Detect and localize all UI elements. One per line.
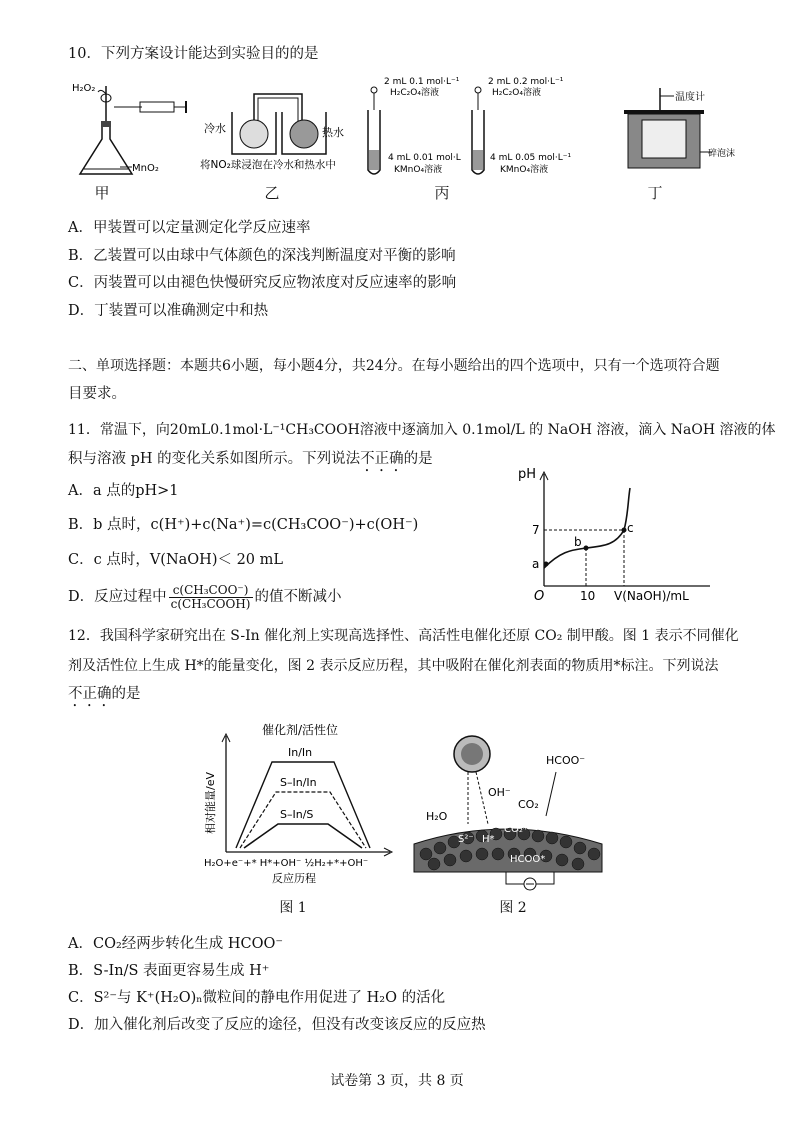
label-h2o2: H₂O₂ [72, 83, 96, 94]
q11-option-d-suffix: 的值不断减小 [254, 589, 342, 605]
x-axis-label: V(NaOH)/mL [614, 589, 689, 603]
section2-heading-line2: 目要求。 [68, 386, 126, 402]
q10-option-b[interactable]: B．乙装置可以由球中气体颜色的深浅判断温度对平衡的影响 [68, 248, 456, 264]
q12-option-b[interactable]: B．S-In/S 表面更容易生成 H⁺ [68, 963, 270, 979]
fig1-title: 催化剂/活性位 [262, 723, 339, 737]
label-mno2: MnO₂ [132, 163, 159, 174]
q10-option-a[interactable]: A．甲装置可以定量测定化学反应速率 [68, 220, 311, 236]
fig1-ylabel: 相对能量/eV [204, 772, 217, 834]
caption-yi: 乙 [264, 184, 280, 202]
point-a-label: a [532, 557, 540, 571]
fig2-co2-label: CO₂ [518, 798, 539, 811]
apparatus-ding [620, 84, 736, 174]
ph-axis-label: pH [518, 467, 537, 482]
q12-stem-line1: 12．我国科学家研究出在 S-In 催化剂上实现高选择性、高活性电催化还原 CO₂ 制甲酸。图 1 表示不同催化 [68, 628, 739, 644]
bing-bot-right-1: 4 mL 0.05 mol·L⁻¹ [490, 153, 572, 163]
bing-bot-left-1: 4 mL 0.01 mol·L [388, 153, 461, 163]
yi-description: 将NO₂球浸泡在冷水和热水中 [200, 159, 336, 171]
q11-stem-line1: 11．常温下，向20mL0.1mol·L⁻¹CH₃COOH溶液中逐滴加入 0.1mol/L 的 NaOH 溶液，滴入 NaOH 溶液的体 [68, 422, 776, 438]
point-c-label: c [627, 521, 634, 535]
origin-label: O [534, 589, 545, 604]
fig2-s2-label: S²⁻ [458, 834, 474, 845]
bing-top-left-2: H₂C₂O₄溶液 [390, 88, 439, 98]
caption-bing: 丙 [434, 184, 450, 202]
ph-tick-7: 7 [532, 523, 540, 537]
label-thermometer: 温度计 [675, 92, 705, 103]
apparatus-bing [360, 74, 588, 184]
caption-jia: 甲 [94, 184, 110, 202]
q11-option-b[interactable]: B．b 点时，c(H⁺)+c(Na⁺)=c(CH₃COO⁻)+c(OH⁻) [68, 517, 419, 533]
fraction-denominator: c(CH₃COOH) [170, 596, 251, 611]
q12-option-c[interactable]: C．S²⁻与 K⁺(H₂O)ₙ微粒间的静电作用促进了 H₂O 的活化 [68, 990, 446, 1006]
q11-stem-emphasis: 不正确 [360, 451, 404, 467]
q11-option-a[interactable]: A．a 点的pH>1 [68, 483, 179, 499]
fig1-x-states: H₂O+e⁻+* H*+OH⁻ ½H₂+*+OH⁻ [204, 858, 369, 869]
q12-stem-line3 [68, 684, 141, 710]
label-hot-water: 热水 [322, 126, 344, 139]
fig2-oh-label: OH⁻ [488, 786, 511, 799]
point-b-label: b [574, 535, 582, 549]
fig2-co2-star-label: CO₂* [504, 824, 528, 835]
fig1-curve-in-in: In/In [288, 746, 313, 759]
bing-top-right-2: H₂C₂O₄溶液 [492, 88, 541, 98]
q12-stem-line2: 剂及活性位上生成 H*的能量变化，图 2 表示反应历程，其中吸附在催化剂表面的物质用*标注。下列说法 [68, 658, 719, 674]
q11-option-c[interactable]: C．c 点时，V(NaOH)＜ 20 mL [68, 552, 284, 568]
q11-stem-text: 积与溶液 pH 的变化关系如图所示。下列说法 [68, 451, 361, 467]
fig2-h-label: H* [482, 834, 495, 845]
bing-top-left-1: 2 mL 0.1 mol·L⁻¹ [384, 77, 460, 87]
fig1-curve-sin-in: S–In/In [280, 776, 317, 789]
fraction-numerator: c(CH₃COO⁻) [169, 584, 253, 598]
q10-stem: 10．下列方案设计能达到实验目的的是 [68, 46, 319, 62]
bing-bot-right-2: KMnO₄溶液 [500, 165, 549, 175]
fig1-curve-sin-s: S–In/S [280, 808, 314, 821]
fig1-xlabel: 反应历程 [272, 872, 316, 885]
apparatus-yi [198, 82, 348, 174]
bing-bot-left-2: KMnO₄溶液 [394, 165, 443, 175]
fig2-hcoo-label: HCOO⁻ [546, 754, 586, 767]
figure2-caption: 图 2 [499, 900, 527, 916]
q12-option-a[interactable]: A．CO₂经两步转化生成 HCOO⁻ [68, 936, 284, 952]
page-footer: 试卷第 3 页，共 8 页 [330, 1073, 464, 1089]
q12-option-d[interactable]: D．加入催化剂后改变了反应的途径，但没有改变该反应的反应热 [68, 1017, 486, 1033]
figure2-reaction-path [406, 726, 616, 894]
fig2-h2o-label: H₂O [426, 810, 448, 823]
fig2-hcoo-star-label: HCOO* [510, 854, 546, 865]
q12-stem-emphasis: 不正确 [68, 686, 112, 702]
label-cold-water: 冷水 [204, 122, 226, 135]
caption-ding: 丁 [647, 184, 663, 202]
figure1-caption: 图 1 [279, 900, 307, 916]
ph-titration-graph [510, 460, 720, 610]
q10-option-c[interactable]: C．丙装置可以由褪色快慢研究反应物浓度对反应速率的影响 [68, 275, 457, 291]
figure1-energy-diagram [200, 722, 420, 892]
q11-option-d[interactable] [68, 580, 342, 614]
q12-stem-tail: 的是 [111, 686, 141, 702]
x-tick-10: 10 [580, 589, 596, 603]
section2-heading-line1: 二、单项选择题：本题共6小题，每小题4分，共24分。在每小题给出的四个选项中，只有一个选项符合题 [68, 358, 720, 374]
q11-stem-line2 [68, 449, 433, 475]
q11-stem-tail: 的是 [403, 451, 433, 467]
q10-option-d[interactable]: D．丁装置可以准确测定中和热 [68, 303, 269, 319]
bing-top-right-1: 2 mL 0.2 mol·L⁻¹ [488, 77, 564, 87]
q11-option-d-prefix: D．反应过程中 [68, 589, 167, 605]
label-foam: 碎泡沫 [708, 149, 736, 159]
q11-option-d-fraction [169, 584, 253, 611]
apparatus-jia [70, 74, 190, 184]
